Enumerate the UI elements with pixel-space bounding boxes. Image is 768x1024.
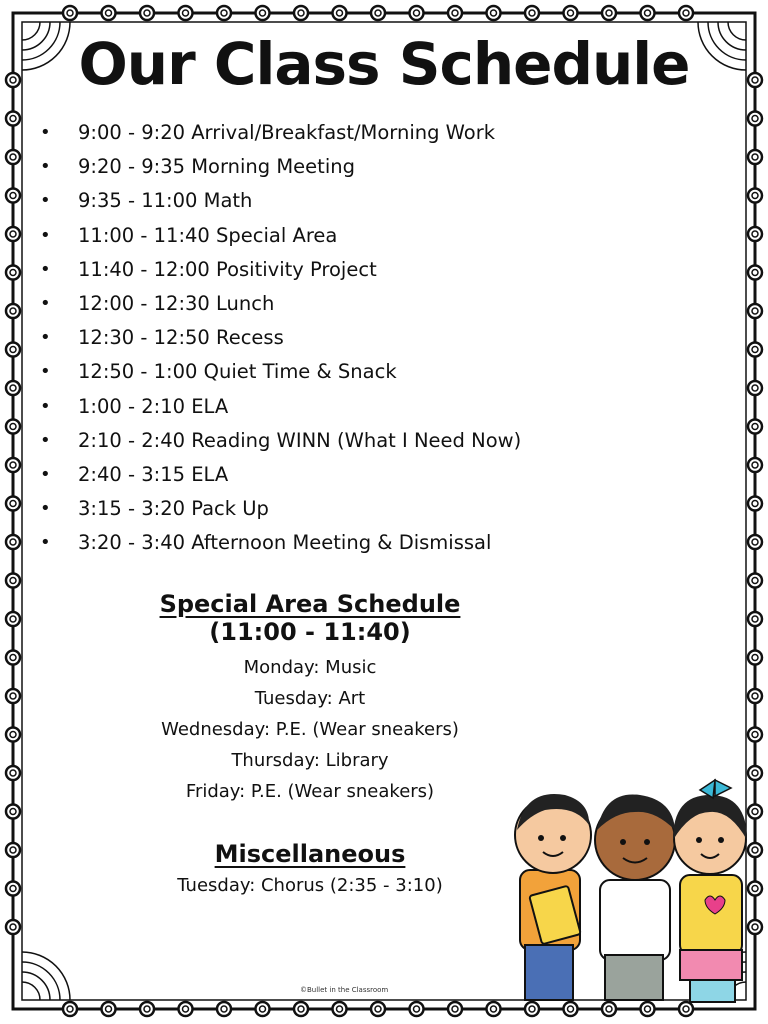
- schedule-item: [40, 184, 521, 218]
- schedule-item: [40, 116, 521, 150]
- border-dot: [487, 1002, 501, 1016]
- border-dot: [525, 6, 539, 20]
- border-dot: [6, 535, 20, 549]
- copyright-text: ©Bullet in the Classroom: [300, 986, 389, 994]
- border-dot: [256, 1002, 270, 1016]
- bullet-icon: •: [40, 190, 51, 212]
- border-dot: [448, 6, 462, 20]
- border-dot: [748, 728, 762, 742]
- bullet-icon: •: [40, 395, 51, 417]
- border-dot: [641, 6, 655, 20]
- schedule-item-text: 2:10 - 2:40 Reading WINN (What I Need Now): [78, 428, 522, 452]
- border-dot: [748, 304, 762, 318]
- schedule-item: [40, 253, 521, 287]
- border-dot: [6, 497, 20, 511]
- border-dot: [748, 420, 762, 434]
- border-dot: [179, 1002, 193, 1016]
- border-dot: [748, 458, 762, 472]
- border-dot: [748, 189, 762, 203]
- schedule-item-text: 9:20 - 9:35 Morning Meeting: [78, 155, 355, 179]
- border-dot: [748, 535, 762, 549]
- special-area-day: Wednesday: P.E. (Wear sneakers): [161, 719, 459, 740]
- schedule-item-text: 9:00 - 9:20 Arrival/Breakfast/Morning Work: [78, 121, 496, 144]
- border-dot: [6, 304, 20, 318]
- border-dot: [333, 6, 347, 20]
- border-dot: [6, 920, 20, 934]
- schedule-item-text: 3:20 - 3:40 Afternoon Meeting & Dismissal: [78, 531, 492, 555]
- schedule-item-text: 1:00 - 2:10 ELA: [78, 394, 229, 418]
- schedule-item: [40, 355, 521, 389]
- schedule-item-text: 12:00 - 12:30 Lunch: [78, 291, 275, 315]
- schedule-item: [40, 321, 521, 355]
- border-dot: [179, 6, 193, 20]
- special-area-day: Friday: P.E. (Wear sneakers): [185, 781, 435, 802]
- bullet-icon: •: [40, 532, 51, 554]
- border-dot: [102, 1002, 116, 1016]
- border-dot: [748, 150, 762, 164]
- bullet-icon: •: [40, 156, 51, 178]
- border-dot: [6, 112, 20, 126]
- border-dot: [748, 381, 762, 395]
- border-dot: [6, 343, 20, 357]
- border-dot: [294, 1002, 308, 1016]
- bullet-icon: •: [40, 327, 51, 349]
- border-dot: [748, 651, 762, 665]
- special-area-time: (11:00 - 11:40): [209, 618, 411, 646]
- schedule-item: [40, 150, 521, 184]
- bullet-icon: •: [40, 258, 51, 280]
- bullet-icon: •: [40, 498, 51, 520]
- border-dot: [748, 343, 762, 357]
- schedule-item-text: 11:00 - 11:40 Special Area: [78, 223, 338, 247]
- border-dot: [6, 150, 20, 164]
- border-dot: [371, 6, 385, 20]
- daily-schedule-list: [40, 116, 521, 560]
- border-dot: [6, 189, 20, 203]
- border-dot: [6, 574, 20, 588]
- border-dot: [333, 1002, 347, 1016]
- schedule-item-text: 12:30 - 12:50 Recess: [78, 326, 284, 350]
- border-dot: [602, 6, 616, 20]
- bullet-icon: •: [40, 292, 51, 314]
- schedule-item: [40, 390, 521, 424]
- schedule-item-text: 11:40 - 12:00 Positivity Project: [78, 257, 377, 281]
- bullet-icon: •: [40, 429, 51, 451]
- border-dot: [410, 6, 424, 20]
- border-dot: [217, 6, 231, 20]
- border-dot: [294, 6, 308, 20]
- border-dot: [6, 266, 20, 280]
- border-dot: [748, 612, 762, 626]
- schedule-item-text: 3:15 - 3:20 Pack Up: [78, 497, 269, 521]
- border-dot: [748, 574, 762, 588]
- border-dot: [256, 6, 270, 20]
- border-dot: [102, 6, 116, 20]
- bullet-icon: •: [40, 122, 51, 143]
- border-dot: [371, 1002, 385, 1016]
- kids-illustration: [505, 770, 760, 1015]
- misc-heading: Miscellaneous: [214, 840, 406, 868]
- schedule-item-text: 12:50 - 1:00 Quiet Time & Snack: [78, 360, 397, 384]
- border-dot: [6, 458, 20, 472]
- schedule-item: [40, 526, 521, 560]
- schedule-item: [40, 492, 521, 526]
- special-area-heading: Special Area Schedule: [159, 590, 461, 618]
- border-dot: [748, 112, 762, 126]
- special-area-day: Thursday: Library: [231, 750, 389, 771]
- border-dot: [140, 1002, 154, 1016]
- border-dot: [140, 6, 154, 20]
- special-area-day: Tuesday: Art: [254, 688, 366, 709]
- border-dot: [448, 1002, 462, 1016]
- border-dot: [748, 266, 762, 280]
- border-dot: [679, 6, 693, 20]
- border-dot: [748, 689, 762, 703]
- schedule-item: [40, 458, 521, 492]
- schedule-item: [40, 424, 521, 458]
- schedule-item-text: 9:35 - 11:00 Math: [78, 189, 253, 213]
- schedule-item-text: 2:40 - 3:15 ELA: [78, 462, 229, 486]
- border-dot: [748, 497, 762, 511]
- schedule-item: [40, 287, 521, 321]
- border-dot: [6, 420, 20, 434]
- border-dot: [748, 227, 762, 241]
- border-dot: [6, 227, 20, 241]
- border-dot: [410, 1002, 424, 1016]
- bullet-icon: •: [40, 361, 51, 383]
- page-title: Our Class Schedule: [78, 30, 690, 98]
- border-dot: [564, 6, 578, 20]
- bullet-icon: •: [40, 463, 51, 485]
- border-dot: [63, 1002, 77, 1016]
- special-area-day: Monday: Music: [243, 657, 377, 678]
- bullet-icon: •: [40, 224, 51, 246]
- misc-item: Tuesday: Chorus (2:35 - 3:10): [177, 875, 443, 896]
- border-dot: [6, 381, 20, 395]
- border-dot: [487, 6, 501, 20]
- border-dot: [63, 6, 77, 20]
- border-dot: [217, 1002, 231, 1016]
- schedule-item: [40, 219, 521, 253]
